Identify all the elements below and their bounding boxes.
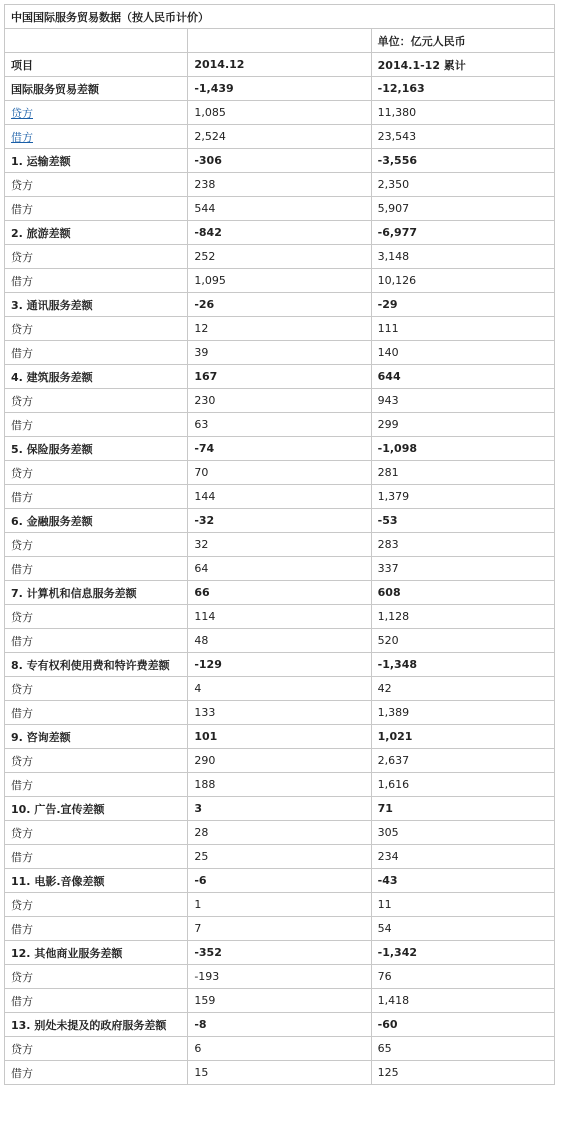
value-ytd: -1,098	[371, 437, 554, 461]
table-row	[5, 197, 555, 221]
table-row-total	[5, 581, 555, 605]
table-row	[5, 245, 555, 269]
table-row-total	[5, 797, 555, 821]
value-ytd: 11,380	[371, 101, 554, 125]
value-ytd: 3,148	[371, 245, 554, 269]
value-month: -129	[188, 653, 371, 677]
table-row	[5, 845, 555, 869]
table-title-row	[5, 5, 555, 29]
value-ytd: 305	[371, 821, 554, 845]
row-label-cell: 贷方	[5, 461, 188, 485]
table-row-total	[5, 293, 555, 317]
header-col-ytd: 2014.1-12 累计	[371, 53, 554, 77]
row-label-cell: 6. 金融服务差额	[5, 509, 188, 533]
value-month: 114	[188, 605, 371, 629]
value-ytd: 1,389	[371, 701, 554, 725]
row-label-cell: 贷方	[5, 389, 188, 413]
row-label-cell: 贷方	[5, 245, 188, 269]
value-ytd: 125	[371, 1061, 554, 1085]
row-label-cell: 借方	[5, 917, 188, 941]
value-ytd: -6,977	[371, 221, 554, 245]
value-ytd: 644	[371, 365, 554, 389]
value-month: -74	[188, 437, 371, 461]
row-label-cell: 贷方	[5, 173, 188, 197]
table-row-total	[5, 77, 555, 101]
row-label-cell: 13. 别处未提及的政府服务差额	[5, 1013, 188, 1037]
value-month: 7	[188, 917, 371, 941]
value-month: 1,095	[188, 269, 371, 293]
value-ytd: -29	[371, 293, 554, 317]
table-row	[5, 125, 555, 149]
unit-row	[5, 29, 555, 53]
value-month: 101	[188, 725, 371, 749]
value-ytd: 71	[371, 797, 554, 821]
value-month: 2,524	[188, 125, 371, 149]
row-label-cell: 7. 计算机和信息服务差额	[5, 581, 188, 605]
value-month: -32	[188, 509, 371, 533]
table-row	[5, 533, 555, 557]
row-label-cell: 借方	[5, 989, 188, 1013]
table-row	[5, 893, 555, 917]
value-month: 290	[188, 749, 371, 773]
services-trade-table	[4, 4, 555, 1085]
table-row	[5, 965, 555, 989]
row-label-cell: 4. 建筑服务差额	[5, 365, 188, 389]
value-ytd: 65	[371, 1037, 554, 1061]
row-label-cell: 贷方	[5, 677, 188, 701]
table-row	[5, 677, 555, 701]
value-ytd: 234	[371, 845, 554, 869]
value-ytd: 111	[371, 317, 554, 341]
value-ytd: 608	[371, 581, 554, 605]
value-month: 28	[188, 821, 371, 845]
value-month: -6	[188, 869, 371, 893]
table-row-total	[5, 149, 555, 173]
table-row-total	[5, 653, 555, 677]
table-row	[5, 557, 555, 581]
row-label-cell: 2. 旅游差额	[5, 221, 188, 245]
value-month: 159	[188, 989, 371, 1013]
row-label-cell: 贷方	[5, 821, 188, 845]
value-ytd: -43	[371, 869, 554, 893]
value-month: -26	[188, 293, 371, 317]
table-row-total	[5, 437, 555, 461]
table-row	[5, 773, 555, 797]
row-label-cell: 12. 其他商业服务差额	[5, 941, 188, 965]
value-month: 70	[188, 461, 371, 485]
value-ytd: 299	[371, 413, 554, 437]
table-row	[5, 1037, 555, 1061]
row-label-cell: 借方	[5, 629, 188, 653]
value-month: -8	[188, 1013, 371, 1037]
value-month: 144	[188, 485, 371, 509]
value-month: 3	[188, 797, 371, 821]
value-ytd: -53	[371, 509, 554, 533]
value-month: -193	[188, 965, 371, 989]
header-item: 项目	[5, 53, 188, 77]
value-ytd: 1,021	[371, 725, 554, 749]
row-label-cell: 借方	[5, 341, 188, 365]
value-month: -842	[188, 221, 371, 245]
table-row-total	[5, 365, 555, 389]
row-label-cell: 1. 运输差额	[5, 149, 188, 173]
value-month: 1	[188, 893, 371, 917]
value-ytd: 281	[371, 461, 554, 485]
table-row-total	[5, 509, 555, 533]
value-ytd: 2,637	[371, 749, 554, 773]
value-ytd: 10,126	[371, 269, 554, 293]
table-row	[5, 101, 555, 125]
value-month: 32	[188, 533, 371, 557]
row-label-cell: 贷方	[5, 605, 188, 629]
value-month: 1,085	[188, 101, 371, 125]
row-label-cell: 10. 广告.宣传差额	[5, 797, 188, 821]
value-ytd: 1,418	[371, 989, 554, 1013]
value-month: 25	[188, 845, 371, 869]
table-row-total	[5, 1013, 555, 1037]
header-col-month: 2014.12	[188, 53, 371, 77]
value-month: 544	[188, 197, 371, 221]
value-ytd: 11	[371, 893, 554, 917]
row-label-cell: 借方	[5, 197, 188, 221]
row-label-cell[interactable]	[5, 125, 188, 149]
value-month: 133	[188, 701, 371, 725]
value-ytd: -60	[371, 1013, 554, 1037]
row-label-cell: 贷方	[5, 749, 188, 773]
table-row-total	[5, 941, 555, 965]
value-month: 15	[188, 1061, 371, 1085]
value-month: -306	[188, 149, 371, 173]
value-ytd: 943	[371, 389, 554, 413]
table-row	[5, 629, 555, 653]
row-label-cell: 5. 保险服务差额	[5, 437, 188, 461]
value-ytd: 520	[371, 629, 554, 653]
table-row-total	[5, 869, 555, 893]
table-row	[5, 317, 555, 341]
table-row	[5, 461, 555, 485]
table-row	[5, 749, 555, 773]
table-row	[5, 173, 555, 197]
row-label-cell: 国际服务贸易差额	[5, 77, 188, 101]
value-ytd: 1,616	[371, 773, 554, 797]
unit-spacer-2	[188, 29, 371, 53]
value-ytd: -1,342	[371, 941, 554, 965]
row-label-cell: 贷方	[5, 317, 188, 341]
value-month: 167	[188, 365, 371, 389]
table-row	[5, 1061, 555, 1085]
row-label-cell[interactable]	[5, 101, 188, 125]
value-month: 48	[188, 629, 371, 653]
table-row	[5, 917, 555, 941]
header-row	[5, 53, 555, 77]
value-month: -1,439	[188, 77, 371, 101]
value-month: 188	[188, 773, 371, 797]
row-label-cell: 借方	[5, 773, 188, 797]
table-row	[5, 485, 555, 509]
table-row	[5, 341, 555, 365]
value-ytd: -12,163	[371, 77, 554, 101]
table-row	[5, 605, 555, 629]
table-title: 中国国际服务贸易数据（按人民币计价）	[5, 5, 555, 29]
row-label-cell: 贷方	[5, 533, 188, 557]
row-label-cell: 8. 专有权利使用费和特许费差额	[5, 653, 188, 677]
row-label-cell: 9. 咨询差额	[5, 725, 188, 749]
row-label-cell: 借方	[5, 701, 188, 725]
value-month: 39	[188, 341, 371, 365]
row-label-cell: 3. 通讯服务差额	[5, 293, 188, 317]
value-month: 252	[188, 245, 371, 269]
value-ytd: 5,907	[371, 197, 554, 221]
table-row	[5, 821, 555, 845]
row-label-cell: 贷方	[5, 1037, 188, 1061]
value-month: 12	[188, 317, 371, 341]
value-ytd: 1,128	[371, 605, 554, 629]
value-ytd: 2,350	[371, 173, 554, 197]
row-label-cell: 借方	[5, 485, 188, 509]
table-row	[5, 389, 555, 413]
table-row-total	[5, 725, 555, 749]
table-row	[5, 701, 555, 725]
row-label-cell: 贷方	[5, 893, 188, 917]
value-ytd: 337	[371, 557, 554, 581]
value-month: 4	[188, 677, 371, 701]
table-row	[5, 269, 555, 293]
row-label-cell: 借方	[5, 845, 188, 869]
value-month: 64	[188, 557, 371, 581]
value-month: 66	[188, 581, 371, 605]
value-ytd: 283	[371, 533, 554, 557]
row-label-cell: 借方	[5, 557, 188, 581]
value-ytd: 54	[371, 917, 554, 941]
value-ytd: -1,348	[371, 653, 554, 677]
value-ytd: 1,379	[371, 485, 554, 509]
value-ytd: 140	[371, 341, 554, 365]
row-label-cell: 借方	[5, 269, 188, 293]
row-label-cell: 借方	[5, 1061, 188, 1085]
table-row-total	[5, 221, 555, 245]
value-month: 230	[188, 389, 371, 413]
value-ytd: 42	[371, 677, 554, 701]
table-row	[5, 413, 555, 437]
value-ytd: 23,543	[371, 125, 554, 149]
value-ytd: -3,556	[371, 149, 554, 173]
row-label-cell: 借方	[5, 413, 188, 437]
unit-spacer	[5, 29, 188, 53]
value-month: 238	[188, 173, 371, 197]
table-row	[5, 989, 555, 1013]
row-label-cell: 11. 电影.音像差额	[5, 869, 188, 893]
value-month: -352	[188, 941, 371, 965]
row-label-cell: 贷方	[5, 965, 188, 989]
row-label-link[interactable]: 贷方	[11, 106, 33, 120]
unit-label: 单位：亿元人民币	[371, 29, 554, 53]
value-month: 6	[188, 1037, 371, 1061]
row-label-link[interactable]: 借方	[11, 130, 33, 144]
value-ytd: 76	[371, 965, 554, 989]
value-month: 63	[188, 413, 371, 437]
